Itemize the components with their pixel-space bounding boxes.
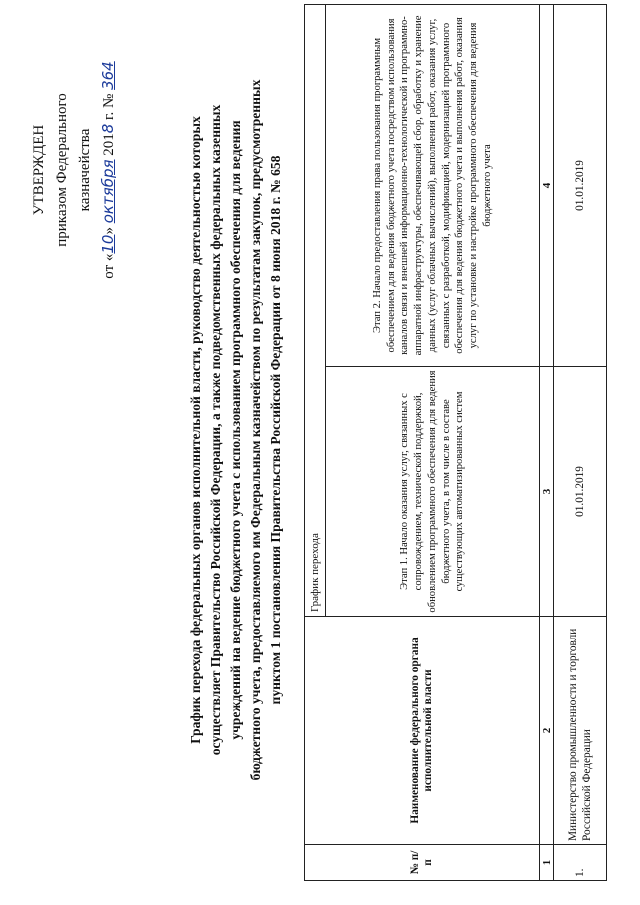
title-line-2: осуществляет Правительство Российской Федерации, а также подведомственных федеральных казенных: [208, 104, 223, 756]
approval-heading: УТВЕРЖДЕН: [31, 124, 47, 216]
row-stage-1-date: 01.01.2019: [554, 367, 607, 617]
approval-stamp: [28, 25, 121, 315]
header-stage-1: Этап 1. Начало оказания услуг, связанных с сопровождением, технической поддержкой, обновлением программного обеспечения для ведения бюджетного учета, в том числе в составе существующих автоматизированных систем: [326, 367, 540, 617]
date-prefix: от «: [101, 253, 117, 279]
column-number-2: 2: [540, 617, 554, 845]
row-number: 1.: [554, 845, 607, 881]
handwritten-order-number: 364: [99, 61, 117, 90]
row-organization: Министерство промышленности и торговли Российской Федерации: [554, 617, 607, 845]
approval-date-line: [97, 25, 121, 315]
title-line-5: пунктом 1 постановления Правительства Российской Федерации от 8 июня 2018 г. № 658: [268, 155, 283, 705]
handwritten-year-digit: 8: [99, 123, 117, 134]
year-label: г. №: [101, 93, 117, 120]
column-number-4: 4: [540, 4, 554, 366]
document-title: [186, 45, 286, 815]
header-organization: Наименование федерального органа исполнительной власти: [305, 617, 540, 845]
approval-order-line: приказом Федерального: [54, 93, 70, 247]
title-line-3: учреждений на ведение бюджетного учета с использованием программного обеспечения для ведения: [228, 120, 243, 740]
column-number-3: 3: [540, 367, 554, 617]
header-number: № п/п: [305, 845, 540, 881]
title-line-1: График перехода федеральных органов исполнительной власти, руководство деятельностью которых: [188, 116, 203, 744]
row-stage-2-date: 01.01.2019: [554, 4, 607, 366]
handwritten-day: 10: [99, 234, 117, 254]
table-row: [554, 4, 607, 880]
title-line-4: бюджетного учета, предоставляемого им Федеральным казначейством по результатам закупок, предусмотренных: [248, 79, 263, 781]
header-transition-schedule: График перехода: [305, 4, 326, 616]
handwritten-month: октября: [99, 159, 117, 224]
year-prefix: 201: [101, 133, 117, 156]
column-number-1: 1: [540, 845, 554, 881]
date-mid: »: [101, 227, 117, 235]
header-stage-2: Этап 2. Начало предоставления права пользования программным обеспечением для ведения бюджетного учета посредством использования каналов связи и внешней информационно-технологической и программно-аппаратной инфраструктуры, обеспечивающей сбор, обработку и хранение данных (услуг облачных вычислений), выполнения работ, оказания услуг, связанных с разработкой, модификацией, модернизацией программного обеспечения для ведения бюджетного учета и выполнения работ, оказания услуг по установке и настройке программного обеспечения для ведения бюджетного учета: [326, 4, 540, 366]
transition-schedule-table: [304, 5, 607, 881]
approval-agency-line: казначейства: [77, 128, 93, 212]
